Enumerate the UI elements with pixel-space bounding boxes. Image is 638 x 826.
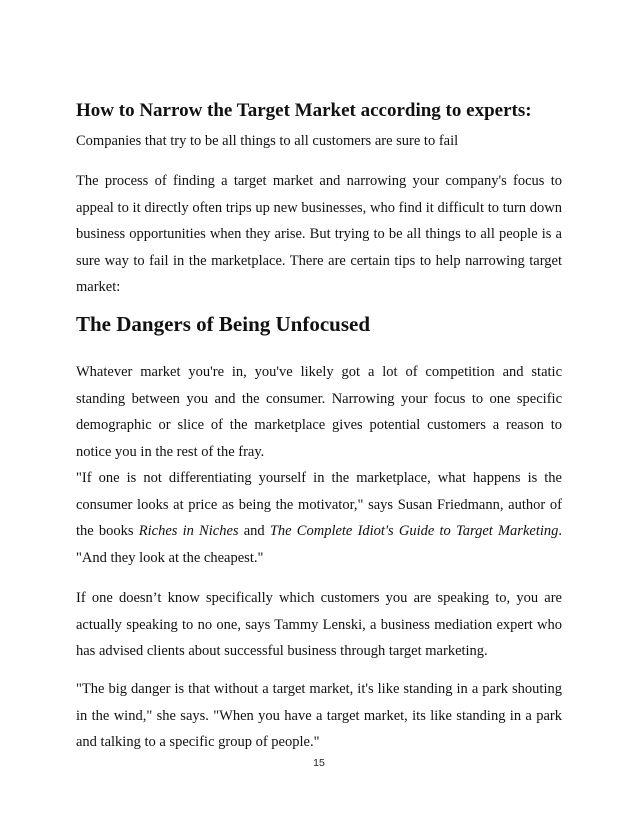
document-page [76,0,562,826]
paragraph-lenski: If one doesn’t know specifically which customers you are speaking to, you are actually speaking to no one, says Tammy Lenski, a business mediation expert who has advised clients about successful business through target marketing. [76,590,562,660]
intro-paragraph: The process of finding a target market and narrowing your company's focus to appeal to it directly often trips up new businesses, who find it difficult to turn down business opportunities when they arise. But trying to be all things to all people is a sure way to fail in the marketplace. There are certain tips to help narrowing target market: [76,173,562,296]
quote-text-before: "If one is not differentiating yourself in the marketplace, what happens is the consumer looks at price as being the motivator," says Susan Friedmann, author of the books [76,470,562,540]
quote-text-after: . "And they look at the cheapest." [76,523,563,566]
page-number: 15 [313,757,325,769]
main-heading: How to Narrow the Target Market according to experts: [76,100,532,121]
book-title-riches-in-niches: Riches in Niches [138,523,239,540]
quote-paragraph-friedmann [76,465,562,571]
quote-paragraph-park: "The big danger is that without a target market, it's like standing in a park shouting in the wind," she says. "When you have a target market, its like standing in a park and talking to a specific group of people." [76,681,562,751]
subheading: Companies that try to be all things to all customers are sure to fail [76,133,459,149]
book-title-idiots-guide: The Complete Idiot's Guide to Target Marketing [269,523,559,540]
paragraph-competition: Whatever market you're in, you've likely got a lot of competition and static standing between you and the consumer. Narrowing your focus to one specific demographic or slice of the marketplace gives potential customers a reason to notice you in the rest of the fray. [76,364,562,460]
quote-text-between: and [238,523,270,540]
section-title: The Dangers of Being Unfocused [76,312,371,336]
